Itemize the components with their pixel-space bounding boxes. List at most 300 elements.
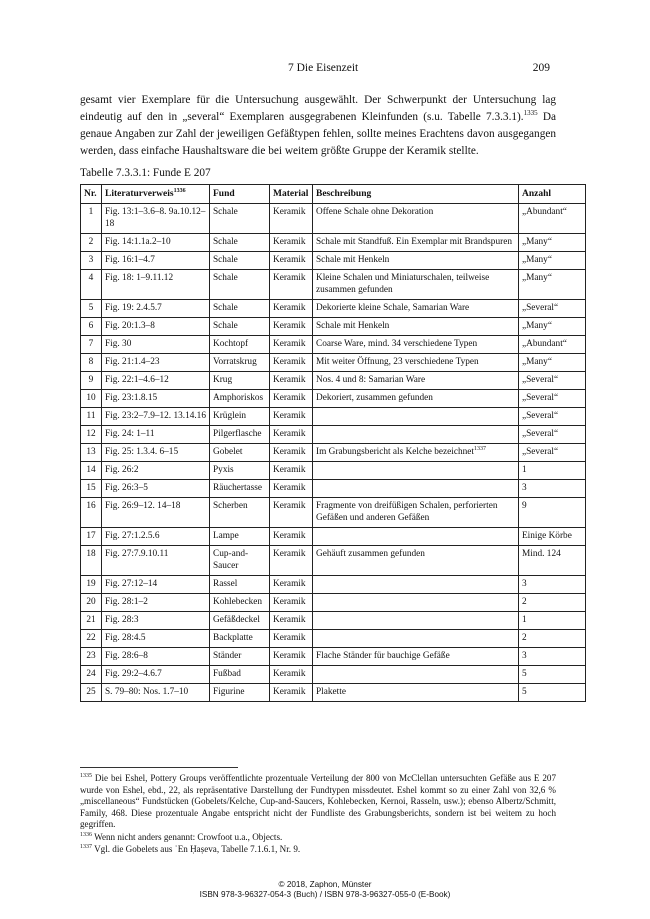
cell-anzahl-text: 1 (522, 615, 527, 625)
cell-fund-text: Räuchertasse (213, 483, 263, 493)
table-row (81, 204, 586, 234)
cell-nr-text: 12 (86, 429, 96, 439)
cell-fund (210, 426, 270, 444)
cell-anzahl-text: Einige Körbe (522, 531, 572, 541)
cell-material (270, 612, 313, 630)
cell-fund (210, 684, 270, 702)
cell-nr-text: 9 (88, 375, 94, 385)
cell-material (270, 234, 313, 252)
cell-fund (210, 666, 270, 684)
cell-fund-text: Backplatte (213, 633, 253, 643)
cell-anzahl (519, 318, 586, 336)
isbn-line: ISBN 978-3-96327-054-3 (Buch) / ISBN 978-3-96327-055-0 (E-Book) (199, 890, 451, 899)
table-row (81, 612, 586, 630)
table-row (81, 300, 586, 318)
table-row (81, 318, 586, 336)
table-caption: Tabelle 7.3.3.1: Funde E 207 (80, 167, 211, 179)
cell-anzahl-text: „Several“ (522, 375, 559, 385)
cell-literaturverweis-text: Fig. 20:1.3–8 (105, 321, 155, 331)
footnote (80, 773, 556, 831)
cell-literaturverweis (102, 666, 210, 684)
cell-fund (210, 612, 270, 630)
table-row (81, 498, 586, 528)
cell-nr (81, 270, 102, 300)
cell-beschreibung-text: Dekoriert, zusammen gefunden (316, 393, 433, 403)
cell-beschreibung-text: Schale mit Henkeln (316, 321, 390, 331)
cell-beschreibung-text: Coarse Ware, mind. 34 verschiedene Typen (316, 339, 478, 349)
cell-material-text: Keramik (273, 429, 306, 439)
cell-fund (210, 270, 270, 300)
cell-beschreibung (313, 234, 519, 252)
cell-literaturverweis-text: Fig. 27:7.9.10.11 (105, 549, 169, 559)
table-row (81, 234, 586, 252)
cell-material-text: Keramik (273, 549, 306, 559)
cell-beschreibung-text: Mit weiter Öffnung, 23 verschiedene Typen (316, 357, 479, 367)
cell-material (270, 252, 313, 270)
cell-anzahl (519, 444, 586, 462)
cell-fund-text: Schale (213, 237, 238, 247)
cell-fund-text: Schale (213, 255, 238, 265)
header-material: Material (270, 185, 313, 204)
cell-anzahl (519, 300, 586, 318)
cell-nr-text: 22 (86, 633, 96, 643)
cell-material (270, 546, 313, 576)
cell-fund-text: Krüglein (213, 411, 247, 421)
cell-nr (81, 390, 102, 408)
cell-nr (81, 612, 102, 630)
table-row (81, 390, 586, 408)
header-beschreibung: Beschreibung (313, 185, 519, 204)
cell-material (270, 408, 313, 426)
footnote-ref[interactable]: 1335 (523, 109, 538, 118)
cell-beschreibung (313, 684, 519, 702)
cell-nr-text: 8 (88, 357, 94, 367)
cell-anzahl-text: „Abundant“ (522, 207, 567, 217)
table-row (81, 684, 586, 702)
cell-literaturverweis (102, 390, 210, 408)
cell-fund (210, 354, 270, 372)
cell-material (270, 336, 313, 354)
cell-nr (81, 576, 102, 594)
cell-anzahl-text: „Abundant“ (522, 339, 567, 349)
cell-literaturverweis-text: Fig. 23:2–7.9–12. 13.14.16 (105, 411, 206, 421)
cell-literaturverweis (102, 630, 210, 648)
cell-anzahl-text: „Several“ (522, 303, 559, 313)
footnote-number: 1336 (80, 831, 92, 838)
cell-material-text: Keramik (273, 255, 306, 265)
cell-material-text: Keramik (273, 615, 306, 625)
cell-beschreibung-text: Gehäuft zusammen gefunden (316, 549, 425, 559)
cell-material-text: Keramik (273, 447, 306, 457)
footnote-text: Vgl. die Gobelets aus ʿEn Ḥaṣeva, Tabelle 7.1.6.1, Nr. 9. (94, 844, 301, 854)
table-body (81, 204, 586, 702)
cell-beschreibung-text: Fragmente von dreifüßigen Schalen, perforierten Gefäßen und anderen Gefäßen (316, 501, 498, 523)
cell-fund-text: Rassel (213, 579, 238, 589)
cell-nr (81, 498, 102, 528)
cell-literaturverweis-text: Fig. 18: 1–9.11.12 (105, 273, 174, 283)
cell-literaturverweis-text: S. 79–80: Nos. 1.7–10 (105, 687, 189, 697)
cell-literaturverweis-text: Fig. 25: 1.3.4. 6–15 (105, 447, 179, 457)
cell-literaturverweis-text: Fig. 27:1.2.5.6 (105, 531, 160, 541)
table-header-row (81, 185, 586, 204)
cell-beschreibung (313, 444, 519, 462)
cell-literaturverweis (102, 648, 210, 666)
cell-material-text: Keramik (273, 579, 306, 589)
cell-material-text: Keramik (273, 483, 306, 493)
cell-material-text: Keramik (273, 465, 306, 475)
cell-beschreibung (313, 252, 519, 270)
cell-anzahl (519, 372, 586, 390)
cell-nr (81, 204, 102, 234)
cell-nr (81, 630, 102, 648)
cell-anzahl (519, 426, 586, 444)
cell-nr-text: 23 (86, 651, 96, 661)
cell-anzahl-text: „Many“ (522, 321, 552, 331)
cell-material-text: Keramik (273, 237, 306, 247)
cell-nr-text: 25 (86, 687, 96, 697)
cell-nr (81, 426, 102, 444)
cell-literaturverweis-text: Fig. 13:1–3.6–8. 9a.10.12–18 (105, 207, 206, 229)
cell-anzahl-text: „Many“ (522, 237, 552, 247)
cell-nr-text: 1 (88, 207, 94, 217)
cell-fund (210, 630, 270, 648)
cell-fund (210, 528, 270, 546)
cell-fund (210, 372, 270, 390)
cell-beschreibung (313, 354, 519, 372)
cell-nr-text: 17 (86, 531, 96, 541)
cell-anzahl (519, 528, 586, 546)
cell-literaturverweis-text: Fig. 29:2–4.6.7 (105, 669, 162, 679)
cell-nr-text: 21 (86, 615, 96, 625)
cell-material-text: Keramik (273, 669, 306, 679)
cell-nr (81, 594, 102, 612)
cell-beschreibung (313, 594, 519, 612)
cell-material (270, 426, 313, 444)
cell-literaturverweis-text: Fig. 19: 2.4.5.7 (105, 303, 162, 313)
cell-literaturverweis-text: Fig. 23:1.8.15 (105, 393, 158, 403)
cell-anzahl-text: 5 (522, 687, 527, 697)
cell-literaturverweis-text: Fig. 28:1–2 (105, 597, 148, 607)
cell-material (270, 318, 313, 336)
table-row (81, 444, 586, 462)
cell-fund-text: Kochtopf (213, 339, 249, 349)
cell-literaturverweis (102, 528, 210, 546)
cell-literaturverweis-text: Fig. 14:1.1a.2–10 (105, 237, 171, 247)
cell-literaturverweis (102, 612, 210, 630)
table-row (81, 372, 586, 390)
cell-beschreibung (313, 390, 519, 408)
cell-nr-text: 4 (88, 273, 94, 283)
footnote-ref[interactable]: 1336 (173, 187, 186, 194)
cell-material-text: Keramik (273, 687, 306, 697)
cell-anzahl (519, 576, 586, 594)
cell-material (270, 372, 313, 390)
cell-literaturverweis-text: Fig. 27:12–14 (105, 579, 158, 589)
footnote (80, 832, 556, 844)
cell-literaturverweis-text: Fig. 21:1.4–23 (105, 357, 160, 367)
cell-nr (81, 462, 102, 480)
cell-anzahl-text: Mind. 124 (522, 549, 561, 559)
cell-anzahl (519, 648, 586, 666)
table-row (81, 648, 586, 666)
footnote-number: 1337 (80, 843, 92, 850)
cell-fund-text: Gobelet (213, 447, 243, 457)
cell-beschreibung (313, 300, 519, 318)
cell-anzahl-text: „Many“ (522, 255, 552, 265)
cell-anzahl (519, 252, 586, 270)
cell-anzahl (519, 408, 586, 426)
cell-material (270, 390, 313, 408)
cell-beschreibung (313, 666, 519, 684)
table-row (81, 336, 586, 354)
cell-beschreibung (313, 498, 519, 528)
table-row (81, 528, 586, 546)
cell-literaturverweis (102, 594, 210, 612)
cell-fund (210, 648, 270, 666)
cell-anzahl (519, 390, 586, 408)
cell-fund (210, 336, 270, 354)
cell-fund-text: Schale (213, 207, 238, 217)
cell-beschreibung-text: Schale mit Standfuß. Ein Exemplar mit Brandspuren (316, 237, 512, 247)
cell-material (270, 684, 313, 702)
cell-literaturverweis-text: Fig. 26:3–5 (105, 483, 148, 493)
cell-nr (81, 336, 102, 354)
table-row (81, 594, 586, 612)
cell-beschreibung (313, 576, 519, 594)
cell-material (270, 204, 313, 234)
cell-anzahl (519, 612, 586, 630)
cell-beschreibung (313, 528, 519, 546)
cell-nr-text: 24 (86, 669, 96, 679)
table-row (81, 408, 586, 426)
cell-beschreibung (313, 480, 519, 498)
header-literaturverweis (102, 185, 210, 204)
cell-anzahl (519, 270, 586, 300)
cell-beschreibung-text: Nos. 4 und 8: Samarian Ware (316, 375, 426, 385)
cell-fund (210, 576, 270, 594)
cell-beschreibung-text: Offene Schale ohne Dekoration (316, 207, 434, 217)
cell-beschreibung (313, 336, 519, 354)
cell-literaturverweis (102, 546, 210, 576)
cell-nr-text: 7 (88, 339, 94, 349)
cell-nr-text: 15 (86, 483, 96, 493)
cell-literaturverweis (102, 408, 210, 426)
cell-literaturverweis (102, 234, 210, 252)
cell-nr-text: 11 (86, 411, 96, 421)
cell-fund-text: Lampe (213, 531, 239, 541)
cell-fund (210, 318, 270, 336)
cell-fund (210, 594, 270, 612)
table-row (81, 354, 586, 372)
cell-nr-text: 3 (88, 255, 94, 265)
cell-fund-text: Kohlebecken (213, 597, 263, 607)
cell-nr (81, 408, 102, 426)
table-row (81, 666, 586, 684)
cell-beschreibung (313, 270, 519, 300)
cell-nr-text: 19 (86, 579, 96, 589)
cell-material-text: Keramik (273, 303, 306, 313)
cell-anzahl (519, 336, 586, 354)
cell-material-text: Keramik (273, 357, 306, 367)
cell-nr (81, 234, 102, 252)
footnote (80, 844, 556, 856)
cell-fund-text: Pyxis (213, 465, 234, 475)
cell-nr-text: 18 (86, 549, 96, 559)
cell-literaturverweis (102, 300, 210, 318)
cell-material-text: Keramik (273, 597, 306, 607)
header-nr: Nr. (81, 185, 102, 204)
footnote-ref[interactable]: 1337 (473, 445, 486, 452)
cell-fund (210, 462, 270, 480)
cell-literaturverweis (102, 204, 210, 234)
cell-anzahl-text: „Several“ (522, 393, 559, 403)
cell-nr-text: 16 (86, 501, 96, 511)
cell-material (270, 498, 313, 528)
cell-literaturverweis-text: Fig. 30 (105, 339, 132, 349)
cell-nr (81, 318, 102, 336)
cell-beschreibung-text: Plakette (316, 687, 346, 697)
cell-nr (81, 354, 102, 372)
cell-material-text: Keramik (273, 321, 306, 331)
cell-nr-text: 20 (86, 597, 96, 607)
cell-fund-text: Krug (213, 375, 233, 385)
cell-fund (210, 498, 270, 528)
table-row (81, 426, 586, 444)
cell-beschreibung-text: Dekorierte kleine Schale, Samarian Ware (316, 303, 470, 313)
cell-beschreibung (313, 612, 519, 630)
cell-nr (81, 546, 102, 576)
cell-beschreibung (313, 546, 519, 576)
finds-table (80, 184, 586, 702)
cell-material (270, 666, 313, 684)
cell-fund-text: Amphoriskos (213, 393, 264, 403)
cell-anzahl-text: 2 (522, 597, 527, 607)
cell-anzahl-text: „Many“ (522, 273, 552, 283)
cell-beschreibung (313, 630, 519, 648)
cell-anzahl-text: 3 (522, 483, 527, 493)
cell-fund-text: Gefäßdeckel (213, 615, 260, 625)
cell-material-text: Keramik (273, 411, 306, 421)
cell-literaturverweis (102, 426, 210, 444)
cell-material (270, 576, 313, 594)
intro-text: gesamt vier Exemplare für die Untersuchung ausgewählt. Der Schwerpunkt der Untersuchung lag eindeutig auf den in „several“ Exemplaren ausgegrabenen Kleinfunden (s.u. Tabelle 7.3.3.1). (80, 94, 556, 123)
table-row (81, 546, 586, 576)
cell-literaturverweis (102, 354, 210, 372)
table-row (81, 480, 586, 498)
cell-material (270, 480, 313, 498)
cell-fund (210, 390, 270, 408)
cell-material (270, 300, 313, 318)
chapter-title: 7 Die Eisenzeit (288, 62, 359, 74)
cell-beschreibung (313, 318, 519, 336)
cell-literaturverweis-text: Fig. 24: 1–11 (105, 429, 155, 439)
cell-beschreibung (313, 408, 519, 426)
cell-nr-text: 10 (86, 393, 96, 403)
cell-anzahl-text: 1 (522, 465, 527, 475)
cell-fund-text: Cup-and-Saucer (213, 549, 249, 571)
cell-anzahl (519, 594, 586, 612)
cell-fund (210, 444, 270, 462)
footnote-text: Wenn nicht anders genannt: Crowfoot u.a., Objects. (94, 831, 283, 842)
cell-literaturverweis-text: Fig. 28:6–8 (105, 651, 148, 661)
cell-anzahl (519, 480, 586, 498)
table-row (81, 462, 586, 480)
cell-nr (81, 480, 102, 498)
cell-fund-text: Ständer (213, 651, 242, 661)
cell-nr (81, 666, 102, 684)
cell-anzahl-text: 2 (522, 633, 527, 643)
cell-material (270, 354, 313, 372)
cell-literaturverweis-text: Fig. 28:4.5 (105, 633, 146, 643)
cell-anzahl-text: „Several“ (522, 429, 559, 439)
cell-literaturverweis (102, 270, 210, 300)
cell-literaturverweis-text: Fig. 16:1–4.7 (105, 255, 155, 265)
cell-literaturverweis (102, 576, 210, 594)
header-lit-label: Literaturverweis (105, 189, 174, 199)
cell-fund (210, 480, 270, 498)
table-row (81, 252, 586, 270)
cell-anzahl (519, 684, 586, 702)
cell-fund (210, 234, 270, 252)
cell-material-text: Keramik (273, 207, 306, 217)
header-fund: Fund (210, 185, 270, 204)
cell-material (270, 270, 313, 300)
table-row (81, 630, 586, 648)
cell-fund-text: Figurine (213, 687, 245, 697)
cell-material-text: Keramik (273, 651, 306, 661)
cell-material (270, 528, 313, 546)
cell-nr-text: 13 (86, 447, 96, 457)
imprint (0, 880, 650, 900)
cell-literaturverweis-text: Fig. 26:2 (105, 465, 139, 475)
cell-beschreibung (313, 372, 519, 390)
cell-beschreibung-text: Flache Ständer für bauchige Gefäße (316, 651, 450, 661)
cell-nr (81, 528, 102, 546)
cell-anzahl-text: „Several“ (522, 411, 559, 421)
cell-beschreibung-text: Schale mit Henkeln (316, 255, 390, 265)
cell-nr (81, 648, 102, 666)
cell-nr (81, 684, 102, 702)
cell-beschreibung-text: Im Grabungsbericht als Kelche bezeichnet (316, 447, 474, 457)
cell-fund-text: Schale (213, 321, 238, 331)
cell-beschreibung-text: Kleine Schalen und Miniaturschalen, teilweise zusammen gefunden (316, 273, 490, 295)
cell-anzahl (519, 234, 586, 252)
table-row (81, 576, 586, 594)
cell-literaturverweis (102, 336, 210, 354)
cell-literaturverweis (102, 684, 210, 702)
cell-beschreibung (313, 462, 519, 480)
cell-fund-text: Pilgerflasche (213, 429, 262, 439)
cell-material (270, 630, 313, 648)
cell-material-text: Keramik (273, 375, 306, 385)
cell-anzahl (519, 546, 586, 576)
cell-anzahl (519, 462, 586, 480)
cell-anzahl (519, 666, 586, 684)
header-anzahl: Anzahl (519, 185, 586, 204)
cell-beschreibung (313, 426, 519, 444)
cell-material-text: Keramik (273, 531, 306, 541)
cell-literaturverweis (102, 480, 210, 498)
cell-nr (81, 252, 102, 270)
cell-anzahl-text: 3 (522, 579, 527, 589)
cell-anzahl (519, 354, 586, 372)
cell-anzahl (519, 204, 586, 234)
cell-literaturverweis (102, 462, 210, 480)
intro-paragraph (80, 92, 556, 160)
intro-text-continued: Da genaue Angaben zur Zahl der jeweiligen Gefäßtypen fehlen, sollte meines Erachtens davon ausgegangen werden, dass einfache Haushaltsware die bei weitem größte Gruppe der Keramik stellte. (80, 111, 557, 157)
cell-anzahl-text: „Many“ (522, 357, 552, 367)
cell-literaturverweis (102, 252, 210, 270)
